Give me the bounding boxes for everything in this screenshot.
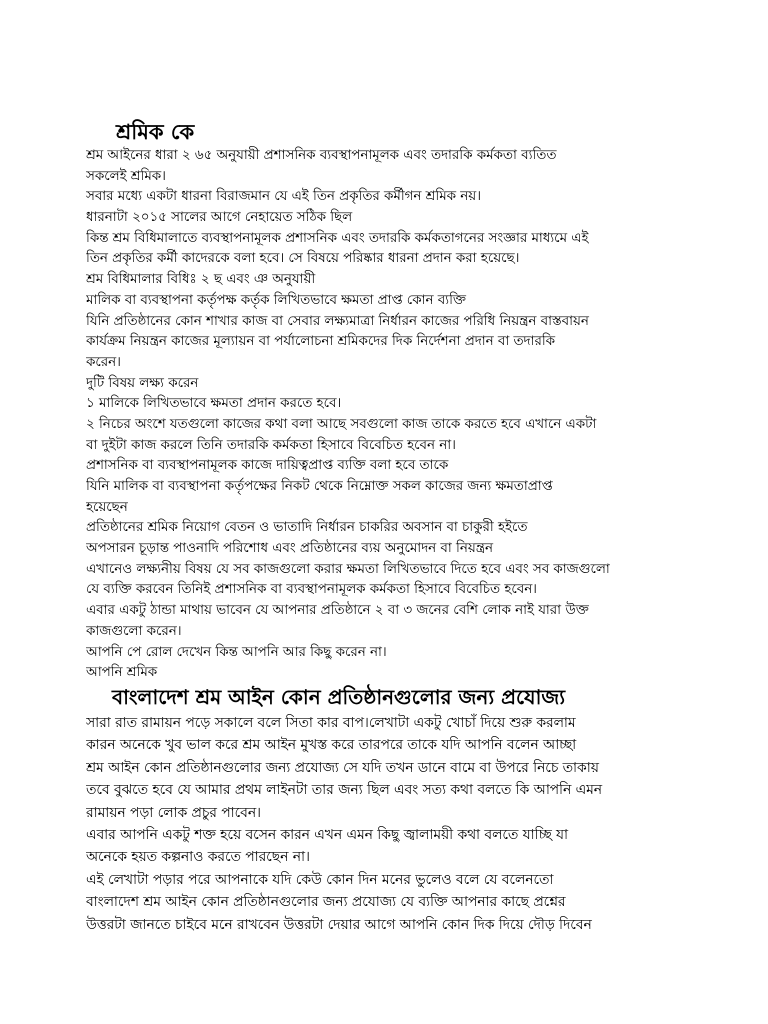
text-line: বাংলাদেশ শ্রম আইন কোন প্রতিষ্ঠানগুলোর জন্য প্রযোজ্য যে ব্যক্তি আপনার কাছে প্রশ্নের <box>86 894 566 911</box>
text-line: রামায়ন পড়া লোক প্রচুর পাবেন। <box>86 804 261 821</box>
text-line: ১ মালিকে লিখিতভাবে ক্ষমতা প্রদান করতে হবে। <box>86 396 342 412</box>
text-line: সকলেই শ্রমিক। <box>86 168 166 184</box>
text-line: যে ব্যক্তি করবেন তিনিই প্রশাসনিক বা ব্যবস্থাপনামূলক কর্মকতা হিসাবে বিবেচিত হবেন। <box>86 582 537 598</box>
section-title-labour-law-applicability: বাংলাদেশ শ্রম আইন কোন প্রতিষ্ঠানগুলোর জন্য প্রযোজ্য <box>112 685 566 709</box>
text-line: ২ নিচের অংশে যতগুলো কাজের কথা বলা আছে সবগুলো কাজ তাকে করতে হবে এখানে একটা <box>86 416 597 432</box>
text-line: এবার একটু ঠান্ডা মাথায় ভাবেন যে আপনার প্রতিষ্ঠানে ২ বা ৩ জনের বেশি লোক নাই যারা উক্ত <box>86 603 589 619</box>
text-line: কিন্ত শ্রম বিধিমালাতে ব্যবস্থাপনামূলক প্রশাসনিক এবং তদারকি কর্মকতাগনের সংজ্ঞার মাধ্যমে এই <box>86 230 589 246</box>
text-line: যিনি প্রতিষ্ঠানের কোন শাখার কাজ বা সেবার লক্ষ্যমাত্রা নির্ধারন কাজের পরিধি নিয়ন্ত্রন বাস্তবায়ন <box>86 313 589 329</box>
text-line: যিনি মালিক বা ব্যবস্থাপনা কর্তৃপক্ষের নিকট থেকে নিম্নোক্ত সকল কাজের জন্য ক্ষমতাপ্রাপ্ত <box>86 479 553 494</box>
text-line: কার্যক্রম নিয়ন্ত্রন কাজের মূল্যায়ন বা পর্যালোচনা শ্রমিকদের দিক নির্দেশনা প্রদান বা তদারকি <box>86 334 556 350</box>
text-line: দুটি বিষয় লক্ষ্য করেন <box>86 375 199 391</box>
text-line: এবার আপনি একটু শক্ত হয়ে বসেন কারন এখন এমন কিছু জ্বালাময়ী কথা বলতে যাচ্ছি যা <box>86 826 568 843</box>
text-line: শ্রম বিধিমালার বিধিঃ ২ ছ এবং ঞ অনুযায়ী <box>86 272 316 288</box>
section-body-labour-law-applicability <box>86 712 766 936</box>
text-line: মালিক বা ব্যবস্থাপনা কর্তৃপক্ষ কর্তৃক লিখিতভাবে ক্ষমতা প্রাপ্ত কোন ব্যক্তি <box>86 292 466 308</box>
text-line: ধারনাটা ২০১৫ সালের আগে নেহায়েত সঠিক ছিল <box>86 210 353 226</box>
text-line: তিন প্রকৃতির কর্মী কাদেরকে বলা হবে। সে বিষয়ে পরিষ্কার ধারনা প্রদান করা হয়েছে। <box>86 251 520 267</box>
text-line: অপসারন চূড়ান্ত পাওনাদি পরিশোধ এবং প্রতিষ্ঠানের ব্যয় অনুমোদন বা নিয়ন্ত্রন <box>86 541 494 557</box>
text-line: প্রতিষ্ঠানের শ্রমিক নিয়োগ বেতন ও ভাতাদি নির্ধারন চাকরির অবসান বা চাকুরী হইতে <box>86 520 528 536</box>
text-line: তবে বুঝতে হবে যে আমার প্রথম লাইনটা তার জন্য ছিল এবং সত্য কথা বলতে কি আপনি এমন <box>86 782 602 799</box>
text-line: এই লেখাটা পড়ার পরে আপনাকে যদি কেউ কোন দিন মনের ভুলেও বলে যে বলেনতো <box>86 871 554 888</box>
text-line: বা দুইটা কাজ করলে তিনি তদারকি কর্মকতা হিসাবে বিবেচিত হবেন না। <box>86 437 456 453</box>
text-line: সারা রাত রামায়ন পড়ে সকালে বলে সিতা কার বাপ।লেখাটা একটু খোচাঁ দিয়ে শুরু করলাম <box>86 715 576 731</box>
text-line: করেন। <box>86 354 121 370</box>
section-title-who-is-worker: শ্রমিক কে <box>116 120 195 144</box>
text-line: কারন অনেকে খুব ভাল করে শ্রম আইন মুখস্ত করে তারপরে তাকে যদি আপনি বলেন আচ্ছা <box>86 737 577 754</box>
text-line: হয়েছেন <box>86 499 128 515</box>
text-line: অনেকে হয়ত কল্পনাও করতে পারছেন না। <box>86 849 310 866</box>
text-line: শ্রম আইন কোন প্রতিষ্ঠানগুলোর জন্য প্রযোজ্য সে যদি তখন ডানে বামে বা উপরে নিচে তাকায় <box>86 759 599 776</box>
text-line: আপনি পে রোল দেখেন কিন্ত আপনি আর কিছু করেন না। <box>86 644 387 660</box>
section-body-who-is-worker <box>86 146 766 684</box>
text-line: প্রশাসনিক বা ব্যবস্থাপনামূলক কাজে দায়িত্বপ্রাপ্ত ব্যক্তি বলা হবে তাকে <box>86 458 449 474</box>
text-line: এখানেও লক্ষ্যনীয় বিষয় যে সব কাজগুলো করার ক্ষমতা লিখিতভাবে দিতে হবে এবং সব কাজগুলো <box>86 561 610 577</box>
text-line: আপনি শ্রমিক <box>86 665 158 681</box>
text-line: সবার মধ্যে একটা ধারনা বিরাজমান যে এই তিন প্রকৃতির কর্মীগন শ্রমিক নয়। <box>86 189 481 205</box>
text-line: কাজগুলো করেন। <box>86 623 182 639</box>
text-line: শ্রম আইনের ধারা ২ ৬৫ অনুযায়ী প্রশাসনিক ব্যবস্থাপনামূলক এবং তদারকি কর্মকতা ব্যতিত <box>86 148 557 163</box>
text-line: উত্তরটা জানতে চাইবে মনে রাখবেন উত্তরটা দেয়ার আগে আপনি কোন দিক দিয়ে দৌড় দিবেন <box>86 916 592 933</box>
